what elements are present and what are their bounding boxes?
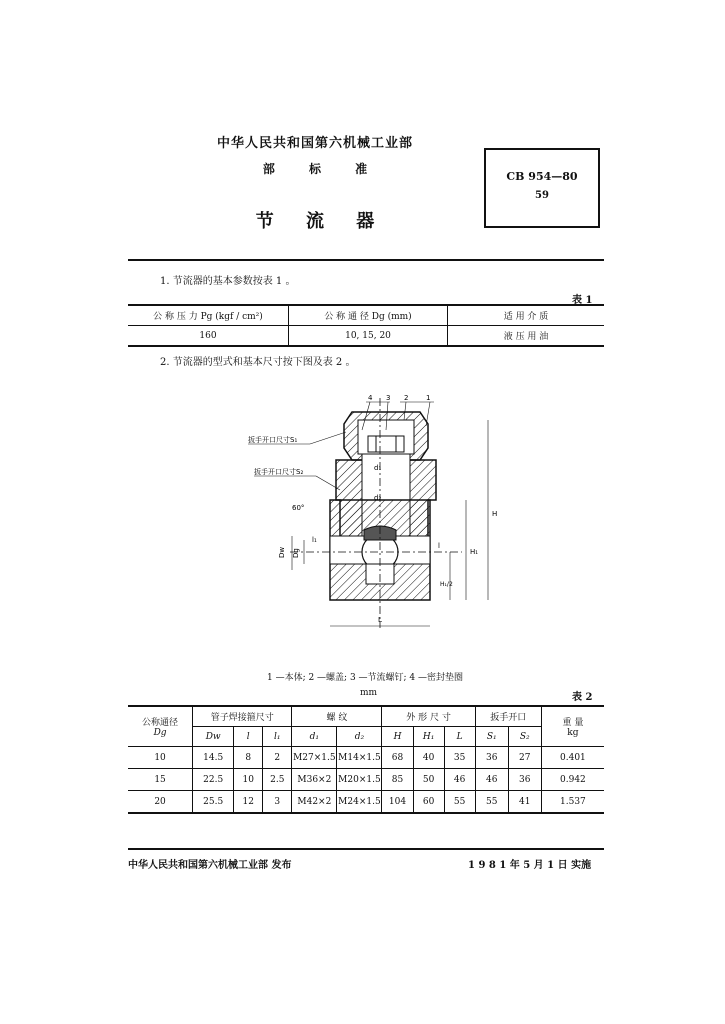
t2-sub-S2: S₂ [508,727,541,747]
t2-header-weight: 重 量 kg [541,706,604,747]
t2-cell: M14×1.5 [337,747,382,769]
dim-d1: d₁ [374,464,382,472]
dim-dg: Dg [292,548,300,558]
standard-number-box [484,148,600,228]
t2-cell: 0.942 [541,769,604,791]
t2-cell: 2 [263,747,292,769]
t2-sub-l1: l₁ [263,727,292,747]
angle-label: 60° [292,504,305,512]
t2-cell: 68 [382,747,413,769]
t2-cell: 15 [128,769,193,791]
dim-H1-half: H₁/2 [440,581,453,588]
dim-dw: Dw [278,546,286,558]
table-row [128,791,604,814]
t2-cell: 36 [508,769,541,791]
t2-cell: 14.5 [193,747,234,769]
table2-unit: mm [360,688,378,698]
table1-label: 表 1 [572,295,593,306]
t2-header-pipe: 管子焊接箍尺寸 [193,706,292,727]
part-number-4: 4 [368,394,373,402]
t2-header-thread: 螺 纹 [292,706,382,727]
t2-header-wrench: 扳手开口 [475,706,541,727]
t2-cell: 27 [508,747,541,769]
callout-s2: 扳手开口尺寸S₂ [254,468,304,476]
part-number-2: 2 [404,394,409,402]
t2-cell: M24×1.5 [337,791,382,814]
t2-cell: 50 [413,769,444,791]
t1-header-diameter: 公 称 通 径 Dg (mm) [289,305,448,326]
t2-cell: 55 [444,791,475,814]
standard-category: 部 标 准 [262,162,368,176]
dim-H1: H₁ [470,548,479,556]
t2-sub-l: l [234,727,263,747]
standard-code: CB 954—80 [506,170,578,183]
t2-cell: 0.401 [541,747,604,769]
table-row [128,769,604,791]
section2-text: 2. 节流器的型式和基本尺寸按下图及表 2 。 [160,357,356,368]
ministry-name: 中华人民共和国第六机械工业部 [216,136,413,151]
part-number-1: 1 [426,394,431,402]
publisher: 中华人民共和国第六机械工业部 发布 [128,860,292,871]
t2-cell: 35 [444,747,475,769]
table-2 [128,705,604,814]
table-row [128,747,604,769]
t2-cell: 25.5 [193,791,234,814]
t1-header-pressure: 公 称 压 力 Pg (kgf / cm²) [128,305,289,326]
dim-l: l [438,542,440,550]
t2-sub-d1: d₁ [292,727,337,747]
t2-cell: 1.537 [541,791,604,814]
t2-cell: 85 [382,769,413,791]
t2-header-outline: 外 形 尺 寸 [382,706,475,727]
t2-cell: 55 [475,791,508,814]
t2-cell: 46 [475,769,508,791]
t2-cell: 10 [234,769,263,791]
t2-cell: 22.5 [193,769,234,791]
t2-cell: 36 [475,747,508,769]
t1-header-medium: 适 用 介 质 [448,305,605,326]
t2-cell: 10 [128,747,193,769]
t2-sub-L: L [444,727,475,747]
header-divider [128,259,604,261]
dim-H: H [492,510,498,518]
t1-cell-medium: 液 压 用 油 [448,326,605,347]
dim-L: L [378,616,382,624]
t2-cell: 46 [444,769,475,791]
t2-sub-H: H [382,727,413,747]
document-title: 节 流 器 [255,211,375,232]
t2-cell: 20 [128,791,193,814]
t2-sub-d2: d₂ [337,727,382,747]
t2-sub-dw: Dw [193,727,234,747]
t2-sub-S1: S₁ [475,727,508,747]
t2-cell: 12 [234,791,263,814]
table-1 [128,304,604,347]
t2-cell: 41 [508,791,541,814]
effective-date: 1 9 8 1 年 5 月 1 日 实施 [468,860,592,871]
t2-cell: M27×1.5 [292,747,337,769]
t2-cell: M42×2 [292,791,337,814]
section1-text: 1. 节流器的基本参数按表 1 。 [160,276,296,287]
t2-cell: 2.5 [263,769,292,791]
t1-cell-diameter: 10, 15, 20 [289,326,448,347]
standard-serial: 59 [535,190,549,201]
dim-l1: l₁ [312,536,317,544]
table2-label: 表 2 [572,692,593,703]
footer-divider [128,848,604,850]
t2-cell: 104 [382,791,413,814]
t2-cell: 3 [263,791,292,814]
t1-cell-pressure: 160 [128,326,289,347]
t2-cell: M36×2 [292,769,337,791]
t2-sub-H1: H₁ [413,727,444,747]
figure-caption: 1 —本体; 2 —螺盖; 3 —节流螺钉; 4 —密封垫圈 [266,673,464,683]
t2-cell: 40 [413,747,444,769]
throttle-drawing [240,390,510,640]
t2-cell: M20×1.5 [337,769,382,791]
t2-cell: 60 [413,791,444,814]
t2-header-nominal: 公称通径 Dg [128,706,193,747]
part-number-3: 3 [386,394,391,402]
dim-d2: d₂ [374,494,382,502]
t2-cell: 8 [234,747,263,769]
callout-s1: 扳手开口尺寸S₁ [248,436,298,444]
